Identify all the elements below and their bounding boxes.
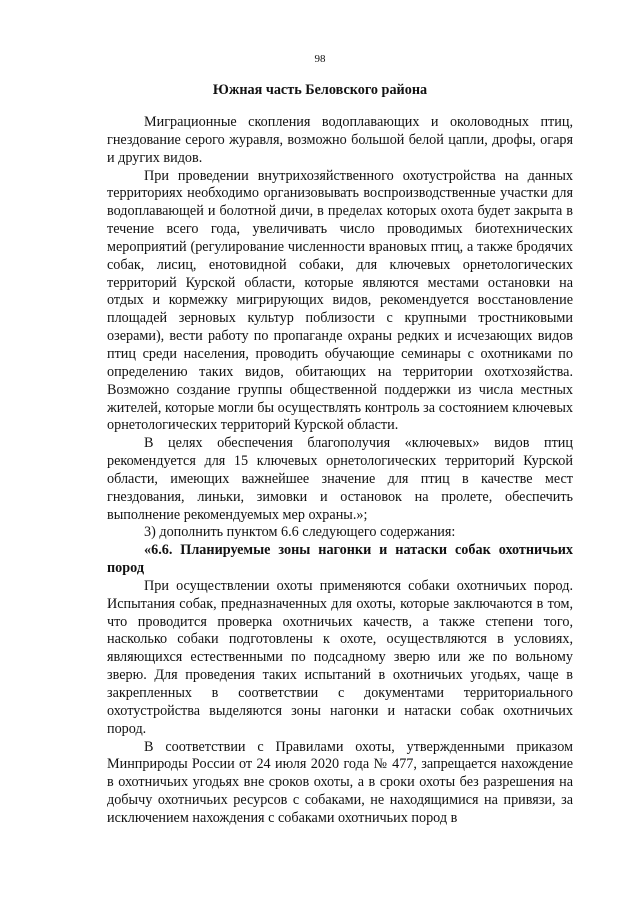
page-number: 98 [314,53,326,65]
paragraph-hunting-management: При проведении внутрихозяйственного охотустройства на данных территориях необходимо организовывать воспроизводственные участки для водоплавающей и болотной дичи, в пределах которых охота будет закрыта в течение всего года, увеличивать число проводимых биотехнических мероприятий (регулирование численности врановых птиц, а также бродячих собак, лисиц, енотовидной собаки, для ключевых орнетологических территорий Курской области, которые являются местами остановки на отдых и кормежку мигрирующих видов, рекомендуется восстановление площадей зерновых культур поблизости с крупными тростниковыми озерами), вести работу по пропаганде охраны редких и исчезающих видов птиц среди населения, проводить обучающие семинары с охотниками по определению таких видов, обитающих на территории охотхозяйства. Возможно создание группы общественной поддержки из числа местных жителей, которые могли бы осуществлять контроль за состоянием ключевых орнетологических территорий Курской области. [107,167,573,434]
paragraph-migration: Миграционные скопления водоплавающих и околоводных птиц, гнездование серого журавля, возможно большой белой цапли, дрофы, огаря и других видов. [107,114,573,166]
paragraph-hunting-rules: В соответствии с Правилами охоты, утвержденными приказом Минприроды России от 24 июля 2020 года № 477, запрещается нахождение в охотничьих угодьях вне сроков охоты, а в сроки охоты без разрешения на добычу охотничьих ресурсов с собаками, не находящимися на привязи, за исключением нахождения с собаками охотничьих пород в [107,738,573,826]
body-text [107,114,573,828]
section-heading: Южная часть Беловского района [212,82,428,98]
paragraph-dog-trials: При осуществлении охоты применяются собаки охотничьих пород. Испытания собак, предназначенных для охоты, которые заключаются в том, что проводится проверка охотничьих качеств, а также степени того, насколько собаки подготовлены к охоте, осуществляются в условиях, являющихся естественными по подсадному зверю или же по вольному зверю. Для проведения таких испытаний в охотничьих угодьях, чаще в закрепленных в соответствии с документами территориального охотустройства выделяются зоны нагонки и натаски собак охотничьих пород. [107,577,573,737]
subsection-title: «6.6. Планируемые зоны нагонки и натаски собак охотничьих пород [107,542,573,577]
paragraph-amendment: 3) дополнить пунктом 6.6 следующего содержания: [144,524,456,541]
paragraph-key-species: В целях обеспечения благополучия «ключевых» видов птиц рекомендуется для 15 ключевых орнетологических территорий Курской области, имеющих важнейшее значение для птиц в качестве мест гнездования, линьки, зимовки и остановок на пролете, обеспечить выполнение рекомендуемых мер охраны.»; [107,435,573,523]
